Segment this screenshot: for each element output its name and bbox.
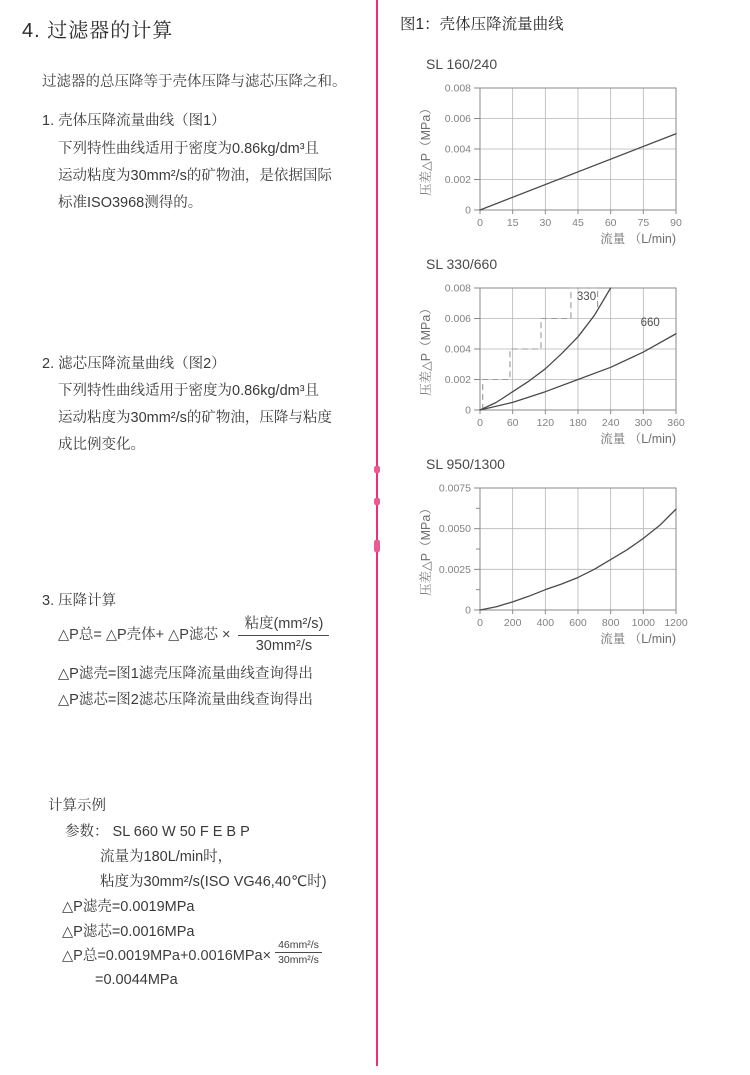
svg-text:压差△P（MPa）: 压差△P（MPa） (419, 302, 433, 396)
chart-svg (418, 276, 694, 454)
chart-sl-950-1300 (418, 456, 698, 659)
svg-text:0: 0 (465, 404, 471, 417)
svg-text:0: 0 (477, 217, 483, 229)
svg-text:压差△P（MPa）: 压差△P（MPa） (419, 102, 433, 196)
page-title: 4. 过滤器的计算 (22, 20, 174, 42)
chart-subtitle: SL 330/660 (426, 256, 498, 272)
example-heading: 计算示例 (48, 798, 106, 814)
example-dp-element: △P滤芯=0.0016MPa (62, 924, 195, 940)
section-2-heading: 2. 滤芯压降流量曲线（图2） (42, 356, 226, 372)
example-dp-total-lhs: △P总=0.0019MPa+0.0016MPa× (62, 948, 272, 964)
chart-canvas-sl-330-660 (418, 276, 698, 459)
formula-denominator: 30mm²/s (255, 638, 313, 654)
svg-text:压差△P（MPa）: 压差△P（MPa） (419, 502, 433, 596)
section-1-line: 标准ISO3968测得的。 (58, 195, 203, 211)
svg-text:120: 120 (536, 417, 555, 429)
svg-text:0.008: 0.008 (444, 82, 471, 95)
formula-note: △P滤芯=图2滤芯压降流量曲线查询得出 (58, 692, 313, 708)
svg-text:0.002: 0.002 (444, 174, 471, 186)
formula-note: △P滤壳=图1滤壳压降流量曲线查询得出 (58, 666, 313, 682)
example-flow-line: 流量为180L/min时， (100, 849, 233, 865)
svg-text:75: 75 (637, 217, 650, 229)
svg-text:0.002: 0.002 (444, 374, 471, 386)
chart-canvas-sl-950-1300 (418, 476, 698, 659)
svg-text:300: 300 (634, 417, 653, 429)
svg-text:30: 30 (539, 217, 552, 229)
svg-text:0: 0 (477, 417, 483, 429)
fold-line-mark (374, 540, 380, 552)
example-dp-shell: △P滤壳=0.0019MPa (62, 899, 195, 915)
svg-text:0.006: 0.006 (444, 313, 471, 325)
svg-text:400: 400 (536, 617, 555, 629)
svg-text:800: 800 (601, 617, 620, 629)
chart-sl-330-660 (418, 256, 698, 459)
svg-text:流量 （L/min): 流量 （L/min) (600, 632, 676, 646)
svg-text:0.004: 0.004 (444, 143, 471, 156)
svg-text:0.008: 0.008 (444, 282, 471, 295)
section-1-line: 运动粘度为30mm²/s的矿物油，是依据国际 (58, 168, 332, 184)
svg-text:0.004: 0.004 (444, 343, 471, 356)
fold-line-mark (374, 466, 380, 473)
svg-text:180: 180 (569, 417, 587, 429)
pressure-drop-formula (58, 612, 329, 654)
formula-fraction (238, 612, 329, 654)
example-param-line: 参数： SL 660 W 50 F E B P (65, 824, 250, 840)
section-1-heading: 1. 壳体压降流量曲线（图1） (42, 113, 226, 129)
chart-subtitle: SL 950/1300 (426, 456, 505, 472)
svg-text:660: 660 (640, 317, 660, 330)
svg-text:200: 200 (503, 617, 522, 629)
formula-numerator: 粘度(mm²/s) (238, 612, 329, 636)
svg-text:0.0050: 0.0050 (438, 523, 471, 536)
example-fraction (275, 939, 322, 966)
section-3-heading: 3. 压降计算 (42, 593, 117, 609)
example-dp-total (62, 941, 322, 968)
section-1-line: 下列特性曲线适用于密度为0.86kg/dm³且 (58, 141, 320, 157)
svg-text:0.0075: 0.0075 (438, 482, 471, 495)
svg-text:1200: 1200 (664, 617, 688, 629)
svg-text:90: 90 (670, 217, 682, 229)
svg-text:0: 0 (465, 204, 471, 217)
page-fold-line (376, 0, 378, 1066)
example-frac-denominator: 30mm²/s (278, 954, 319, 966)
svg-text:0: 0 (477, 617, 483, 629)
chart-subtitle: SL 160/240 (426, 56, 498, 72)
section-2-line: 成比例变化。 (58, 437, 145, 453)
chart-svg (418, 76, 694, 254)
intro-text: 过滤器的总压降等于壳体压降与滤芯压降之和。 (42, 74, 347, 90)
svg-text:流量 （L/min): 流量 （L/min) (600, 232, 676, 246)
svg-text:1000: 1000 (631, 617, 656, 629)
svg-text:0: 0 (465, 604, 471, 617)
chart-sl-160-240 (418, 56, 698, 259)
svg-text:15: 15 (506, 217, 519, 229)
svg-text:0.006: 0.006 (444, 113, 471, 125)
example-frac-numerator: 46mm²/s (275, 939, 322, 953)
formula-lhs: △P总= △P壳体+ △P滤芯 × (58, 626, 231, 643)
svg-text:60: 60 (604, 217, 617, 229)
section-2-line: 运动粘度为30mm²/s的矿物油，压降与粘度 (58, 410, 332, 426)
svg-text:360: 360 (667, 417, 685, 429)
svg-text:45: 45 (572, 217, 584, 229)
section-2-line: 下列特性曲线适用于密度为0.86kg/dm³且 (58, 383, 320, 399)
chart-canvas-sl-160-240 (418, 76, 698, 259)
svg-text:60: 60 (506, 417, 519, 429)
example-result: =0.0044MPa (95, 972, 178, 988)
example-viscosity-line: 粘度为30mm²/s(ISO VG46,40℃时) (100, 874, 327, 890)
svg-text:600: 600 (569, 617, 587, 629)
chart-svg (418, 476, 694, 654)
svg-text:330: 330 (576, 291, 597, 304)
svg-text:流量 （L/min): 流量 （L/min) (600, 432, 676, 446)
svg-text:0.0025: 0.0025 (438, 563, 471, 576)
figure-1-title: 图1：壳体压降流量曲线 (400, 16, 564, 33)
fold-line-mark (374, 498, 380, 505)
svg-text:240: 240 (601, 417, 620, 429)
